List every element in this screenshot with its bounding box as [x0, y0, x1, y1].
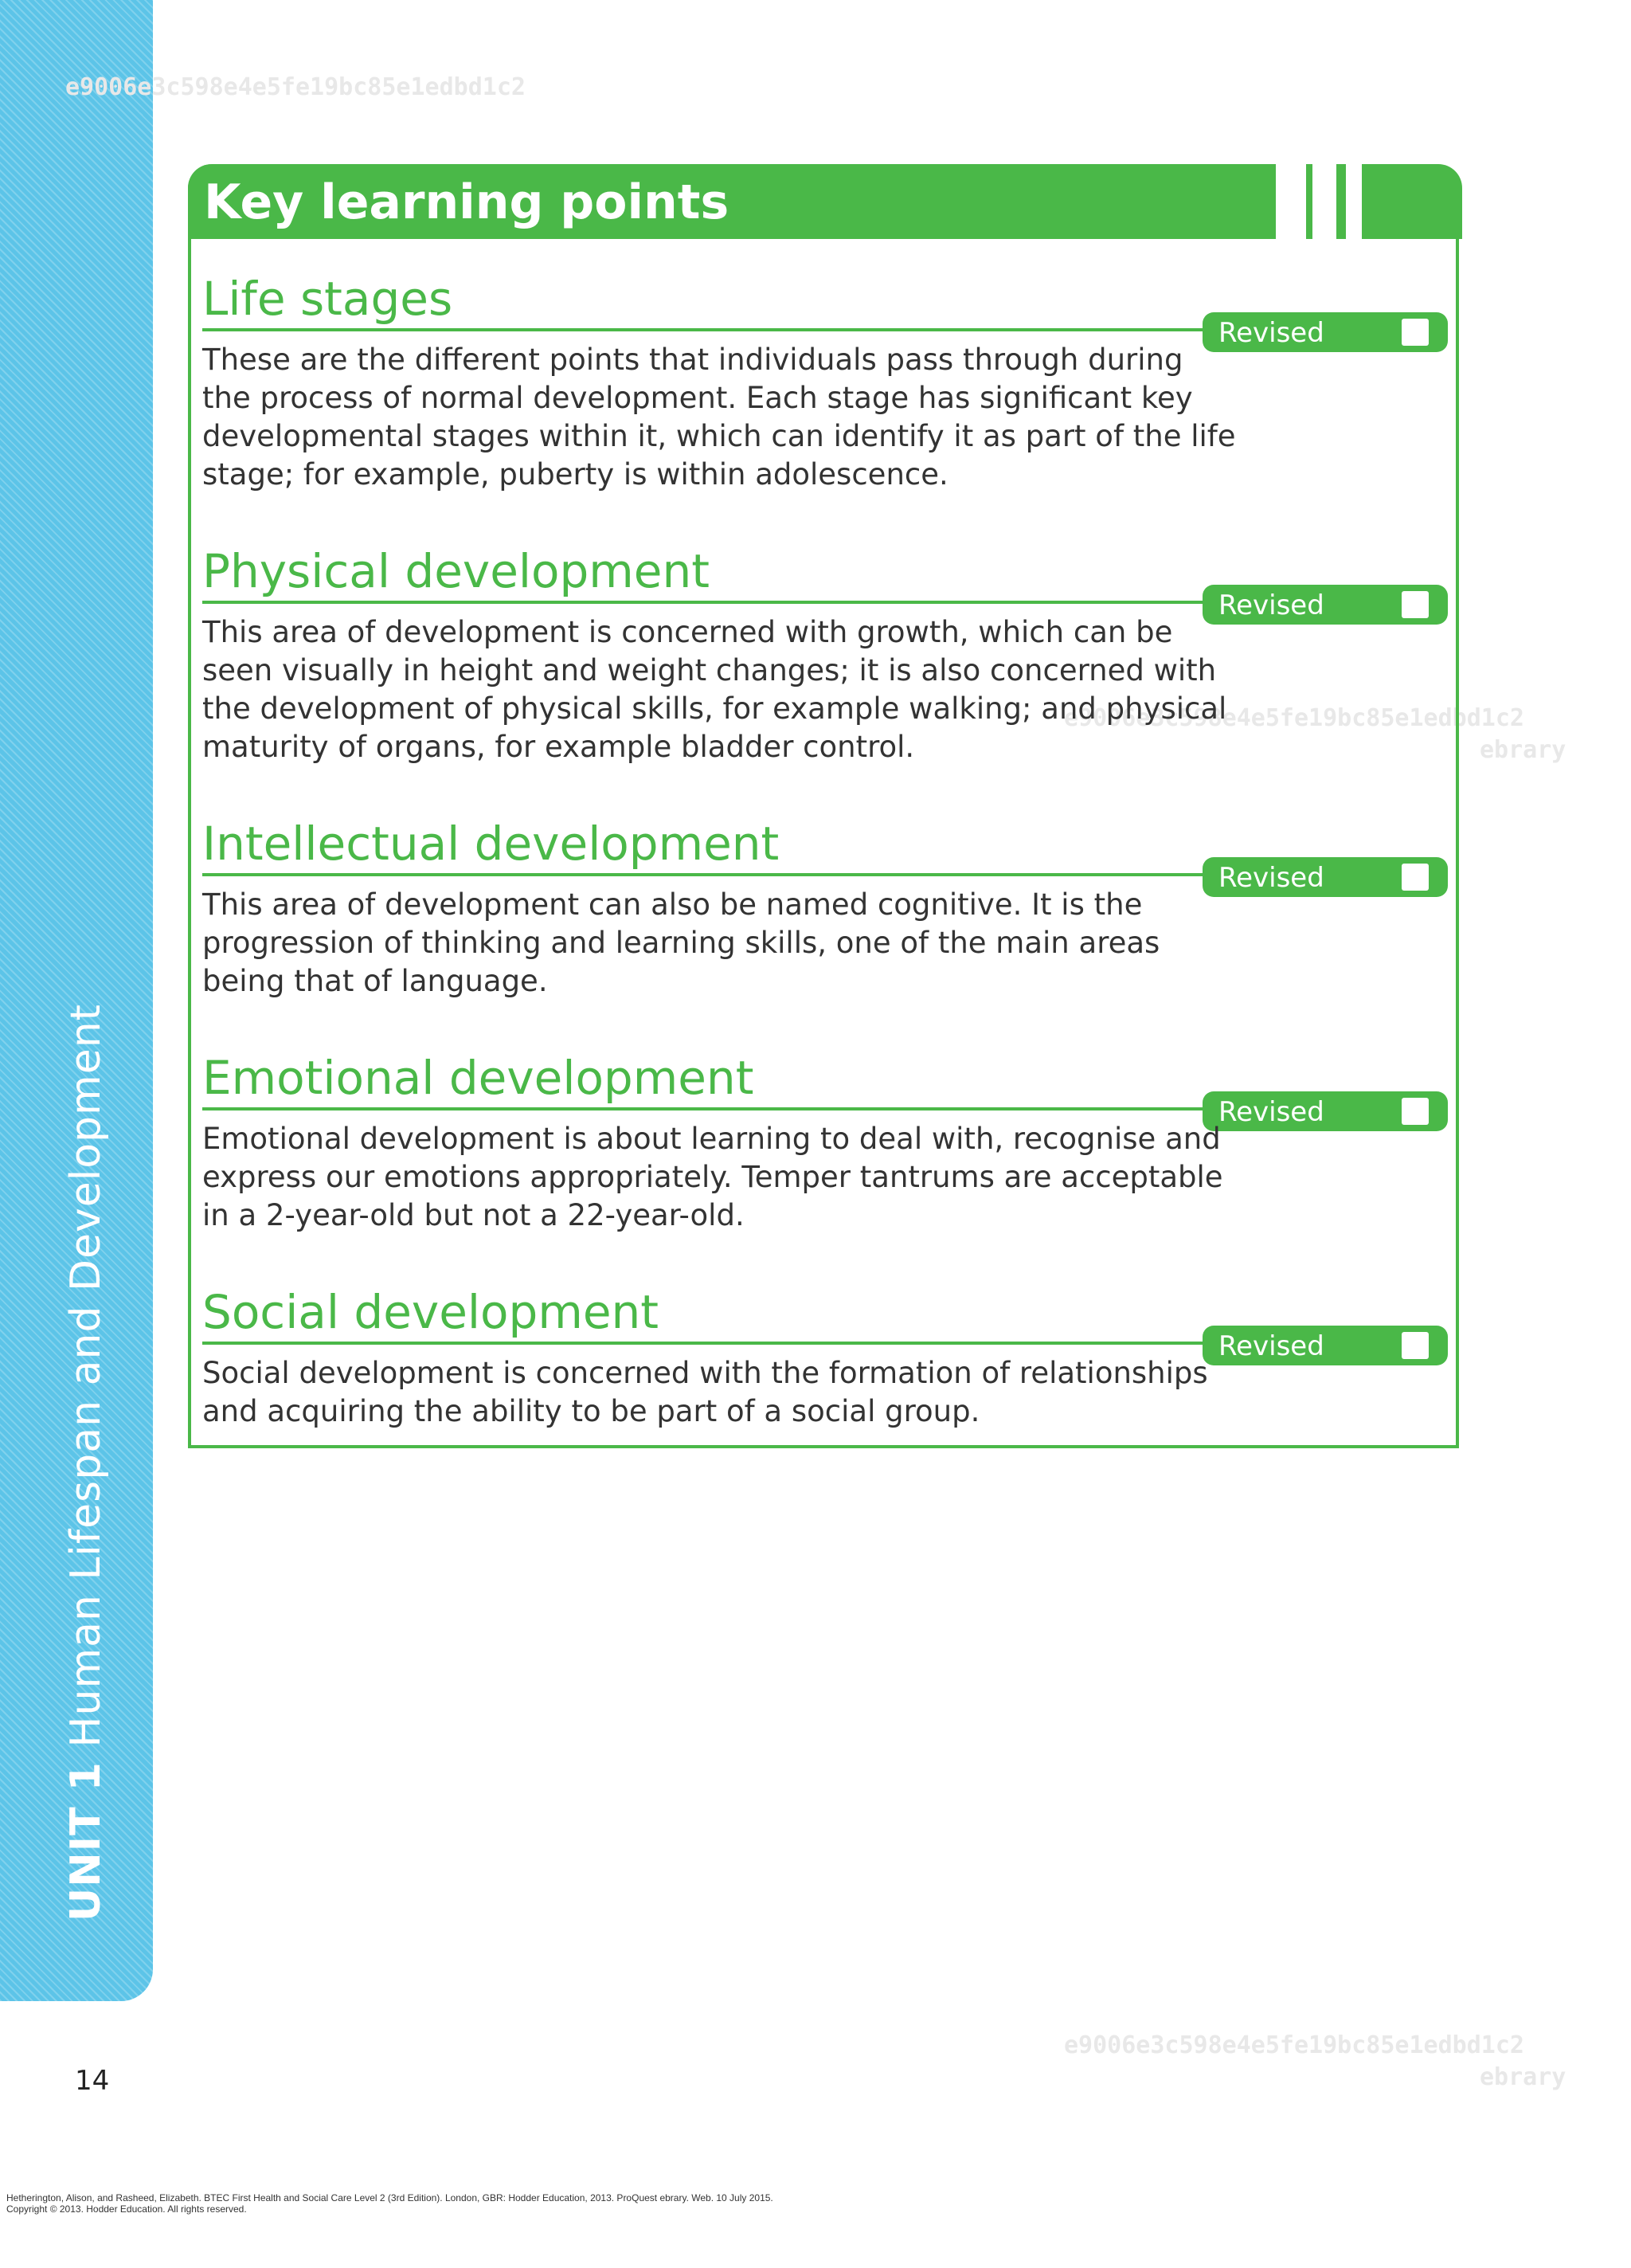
revised-label: Revised — [1218, 317, 1324, 349]
revised-checkbox[interactable] — [1402, 1332, 1429, 1359]
section-body: This area of development can also be named cognitive. It is the progression of thinking and learning skills, one of the main areas being that of language. — [202, 887, 1160, 998]
section-title: Emotional development — [202, 1051, 754, 1105]
header-stripe — [1276, 164, 1306, 239]
revised-label: Revised — [1218, 590, 1324, 621]
section-body: Emotional development is about learning to deal with, recognise and express our emotions appropriately. Temper tantrums are acceptable in a 2-year-old but not a 22-year-old. — [202, 1122, 1223, 1232]
citation-footer: Hetherington, Alison, and Rasheed, Elizabeth. BTEC First Health and Social Care Level 2 (3rd Edition). London, GBR: Hodder Education, 2013. ProQuest ebrary. Web. 10 July 2015. Copyright © 2013. Hodder Education. All rights reserved. — [6, 2192, 773, 2215]
revised-checkbox[interactable] — [1402, 1098, 1429, 1125]
revised-checkbox[interactable] — [1402, 319, 1429, 346]
section-rule — [202, 873, 1269, 876]
watermark-brand: ebrary — [1480, 736, 1566, 764]
unit-title: Human Lifespan and Development — [62, 1003, 110, 1748]
revised-label: Revised — [1218, 862, 1324, 894]
header-stripe-gap — [1362, 164, 1368, 239]
section-body: This area of development is concerned with growth, which can be seen visually in height and weight changes; it is also concerned with the development of physical skills, for example walking; and physical maturity of organs, for example bladder control. — [202, 615, 1227, 764]
unit-number: UNIT 1 — [62, 1761, 110, 1921]
section-title: Intellectual development — [202, 817, 780, 871]
section-rule — [202, 1342, 1269, 1345]
section-rule — [202, 1107, 1269, 1110]
section-rule — [202, 601, 1269, 604]
header-stripe — [1312, 164, 1336, 239]
section-title: Physical development — [202, 544, 710, 598]
section-body: These are the different points that individuals pass through during the process of normal development. Each stage has significant key developmental stages within it, which can identify it as part of the life stage; for example, puberty is within adolescence. — [202, 343, 1236, 492]
unit-sidebar-label — [62, 1004, 110, 1921]
revised-checkbox[interactable] — [1402, 591, 1429, 618]
watermark-hash: e9006e3c598e4e5fe19bc85e1edbd1c2 — [1064, 2031, 1524, 2059]
revised-label: Revised — [1218, 1330, 1324, 1362]
box-title: Key learning points — [204, 174, 729, 230]
page-number: 14 — [75, 2065, 110, 2097]
revised-label: Revised — [1218, 1096, 1324, 1128]
watermark-hash: e9006e3c598e4e5fe19bc85e1edbd1c2 — [1064, 704, 1524, 732]
revised-checkbox[interactable] — [1402, 864, 1429, 891]
section-rule — [202, 328, 1269, 331]
watermark-brand: ebrary — [1480, 2063, 1566, 2091]
section-title: Life stages — [202, 272, 453, 326]
section-title: Social development — [202, 1285, 659, 1339]
watermark-hash: e9006e3c598e4e5fe19bc85e1edbd1c2 — [65, 73, 526, 101]
section-body: Social development is concerned with the formation of relationships and acquiring the ability to be part of a social group. — [202, 1356, 1208, 1428]
